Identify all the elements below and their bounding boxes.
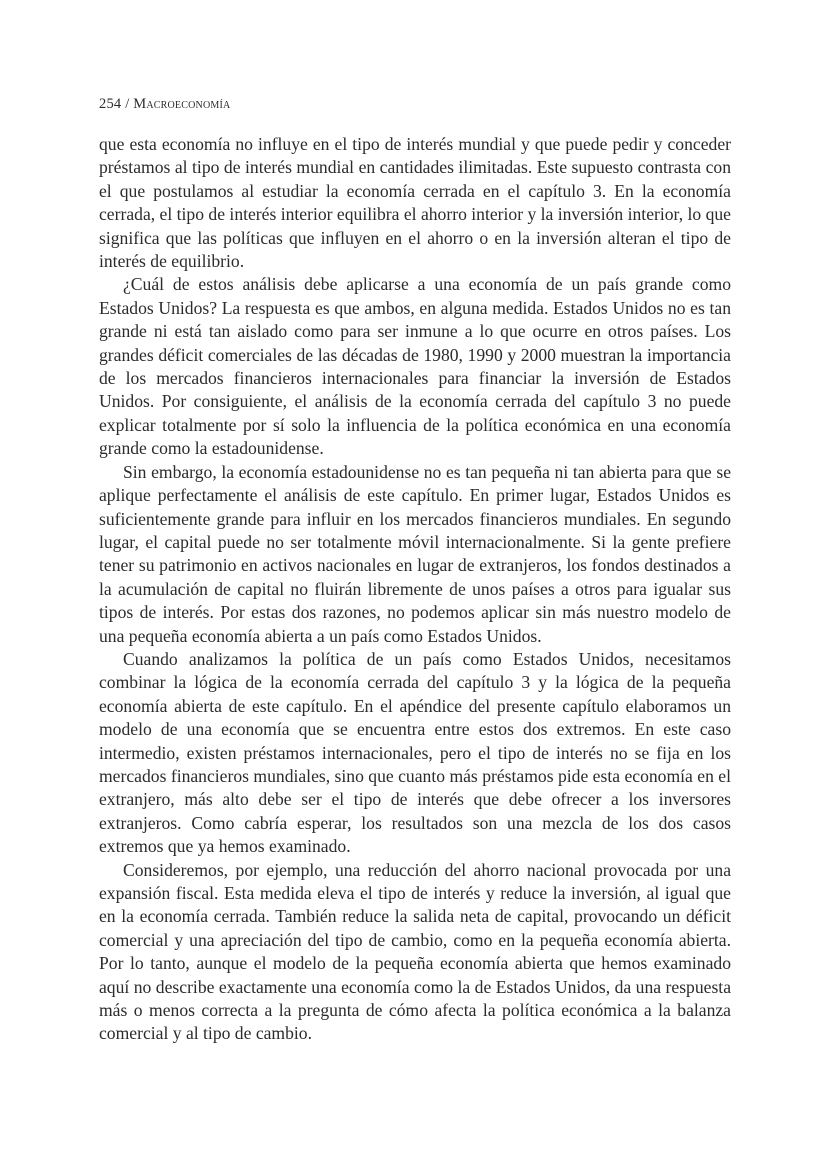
book-page bbox=[99, 96, 731, 1046]
running-header bbox=[99, 96, 731, 113]
paragraph-4: Cuando analizamos la política de un país como Estados Unidos, necesitamos combinar la lógica de la economía cerrada del capítulo 3 y la lógica de la pequeña economía abierta de este capítulo. En el apéndice del presente capítulo elaboramos un modelo de una economía que se encuentra entre estos dos extremos. En este caso intermedio, existen préstamos internacionales, pero el tipo de interés no se fija en los mercados financieros mundiales, sino que cuanto más préstamos pide esta economía en el extranjero, más alto debe ser el tipo de interés que debe ofrecer a los inversores extranjeros. Como cabría esperar, los resultados son una mezcla de los dos casos extremos que ya hemos examinado. bbox=[99, 648, 731, 857]
header-separator: / bbox=[125, 96, 130, 112]
paragraph-2: ¿Cuál de estos análisis debe aplicarse a una economía de un país grande como Estados Unidos? La respuesta es que ambos, en alguna medida. Estados Unidos no es tan grande ni está tan aislado como para ser inmune a lo que ocurre en otros países. Los grandes déficit comerciales de las décadas de 1980, 1990 y 2000 muestran la importancia de los mercados financieros internacionales para financiar la inversión de Estados Unidos. Por consiguiente, el análisis de la economía cerrada del capítulo 3 no puede explicar totalmente por sí solo la influencia de la política económica en una economía grande como la estadounidense. bbox=[99, 274, 731, 459]
paragraph-3: Sin embargo, la economía estadounidense no es tan pequeña ni tan abierta para que se aplique perfectamente el análisis de este capítulo. En primer lugar, Estados Unidos es suficientemente grande para influir en los mercados financieros mundiales. En segundo lugar, el capital puede no ser totalmente móvil internacionalmente. Si la gente prefiere tener su patrimonio en activos nacionales en lugar de extranjeros, los fondos destinados a la acumulación de capital no fluirán libremente de unos países a otros para igualar sus tipos de interés. Por estas dos razones, no podemos aplicar sin más nuestro modelo de una pequeña economía abierta a un país como Estados Unidos. bbox=[99, 461, 731, 646]
book-title: Macroeconomía bbox=[133, 96, 231, 112]
page-number: 254 bbox=[99, 96, 122, 112]
paragraph-5: Consideremos, por ejemplo, una reducción del ahorro nacional provocada por una expansión fiscal. Esta medida eleva el tipo de interés y reduce la inversión, al igual que en la economía cerrada. También reduce la salida neta de capital, provocando un déficit comercial y una apreciación del tipo de cambio, como en la pequeña economía abierta. Por lo tanto, aunque el modelo de la pequeña economía abierta que hemos examinado aquí no describe exactamente una economía como la de Estados Unidos, da una respuesta más o menos correcta a la pregunta de cómo afecta la política económica a la balanza comercial y al tipo de cambio. bbox=[99, 859, 731, 1044]
paragraph-1: que esta economía no influye en el tipo de interés mundial y que puede pedir y conceder préstamos al tipo de interés mundial en cantidades ilimitadas. Este supuesto contrasta con el que postulamos al estudiar la economía cerrada en el capítulo 3. En la economía cerrada, el tipo de interés interior equilibra el ahorro interior y la inversión interior, lo que significa que las políticas que influyen en el ahorro o en la inversión alteran el tipo de interés de equilibrio. bbox=[99, 134, 731, 272]
